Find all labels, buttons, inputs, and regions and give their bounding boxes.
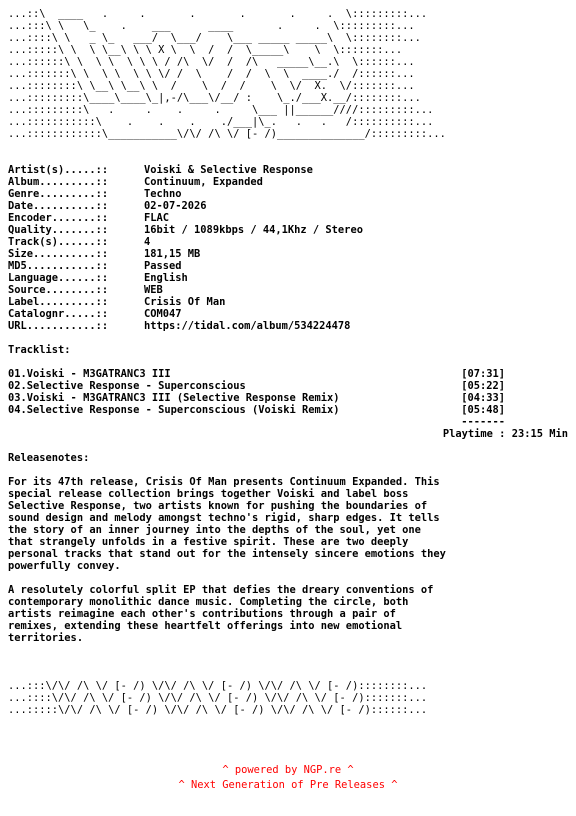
track-duration: [05:48] <box>461 404 505 416</box>
info-value: 16bit / 1089kbps / 44,1Khz / Stereo <box>144 224 363 236</box>
info-row <box>8 320 573 332</box>
track-row <box>8 404 505 416</box>
track-duration: [05:22] <box>461 380 505 392</box>
info-key: Quality.......:: <box>8 224 109 236</box>
release-info <box>8 164 573 332</box>
track-title: 03.Voiski - M3GATRANC3 III (Selective Response Remix) <box>8 392 340 404</box>
info-row <box>8 212 573 224</box>
info-key: Track(s)......:: <box>8 236 109 248</box>
info-row <box>8 200 573 212</box>
info-row <box>8 224 573 236</box>
info-key: Album.........:: <box>8 176 109 188</box>
info-value: Crisis Of Man <box>144 296 226 308</box>
info-value: English <box>144 272 188 284</box>
info-row <box>8 236 573 248</box>
powered-by-line: ^ powered by NGP.re ^ <box>222 764 354 776</box>
track-duration: [07:31] <box>461 368 505 380</box>
track-title: 04.Selective Response - Superconscious (Voiski Remix) <box>8 404 340 416</box>
track-title: 02.Selective Response - Superconscious <box>8 380 246 392</box>
info-key: URL...........:: <box>8 320 109 332</box>
info-value: Techno <box>144 188 182 200</box>
info-row <box>8 164 573 176</box>
track-duration: [04:33] <box>461 392 505 404</box>
track-row <box>8 368 505 380</box>
info-row <box>8 296 573 308</box>
info-row <box>8 272 573 284</box>
info-key: Date..........:: <box>8 200 109 212</box>
info-row <box>8 260 573 272</box>
playtime: Playtime : 23:15 Min <box>442 428 568 440</box>
releasenotes-heading: Releasenotes: <box>8 452 90 464</box>
track-row <box>8 392 505 404</box>
info-value: FLAC <box>144 212 170 224</box>
info-key: Encoder.......:: <box>8 212 109 224</box>
info-key: MD5...........:: <box>8 260 109 272</box>
info-key: Genre.........:: <box>8 188 109 200</box>
track-title: 01.Voiski - M3GATRANC3 III <box>8 368 171 380</box>
releasenotes-paragraph-2: A resolutely colorful split EP that defies the dreary conventions of contemporary monolithic dance music. Completing the circle, both artists reimagine each other's contributions through a pair of remixes, extending these heartfelt offerings into new emotional territories. <box>8 584 434 644</box>
info-row <box>8 248 573 260</box>
total-separator: ------- <box>461 416 505 428</box>
ngp-tagline: ^ Next Generation of Pre Releases ^ <box>178 779 398 791</box>
info-row <box>8 188 573 200</box>
info-row <box>8 308 573 320</box>
info-value: WEB <box>144 284 163 296</box>
info-value: COM047 <box>144 308 182 320</box>
info-key: Language......:: <box>8 272 109 284</box>
info-value: https://tidal.com/album/534224478 <box>144 320 351 332</box>
info-row <box>8 176 573 188</box>
info-key: Source........:: <box>8 284 109 296</box>
track-row <box>8 380 505 392</box>
releasenotes-paragraph-1: For its 47th release, Crisis Of Man presents Continuum Expanded. This special release collection brings together Voiski and label boss Selective Response, two artists known for pushing the boundaries of sound design and melody amongst techno's rigid, sharp edges. It tells the story of an inner journey into the depths of the soul, yet one that strangely unfolds in a festive spirit. These are two deeply personal tracks that stand out for the intensely sincere emotions they powerfully convey. <box>8 476 446 572</box>
info-row <box>8 284 573 296</box>
ascii-logo: ...::\ ____ . . . . . . \:::::::::... ...:::\ \ \_ . ___ ____ . . \:::::::::... ...::::\ \ _ \_ ___/ \___/ \___ _____ _____\ \::::::::... ...:::::\ \ \ \__\ \ \ X \ \ / / \_____\ \ \:::::::... ...::::::\ \ \ \ \ \ \ / /\ \/ / /\ _____\__.\ \::::::... ...:::::::\ \ \ \ \ \ \/ / \ / / \ \ ____./ /::::::... ...::::::::\ \__\ \__\ \ / \ / / \ \/ X. \/:::::::... ...:::::::::\____\____\_|,-/\___\/__/ : \_./___X.__/::::::::... ...:::::::::\ . . . . \___ ||______////:::::::::... ...:::::::::::\ . . . ./___|\_. . . /::::::::::... ...::::::::::::\___________\/\/ /\ \/ [- /)______________/:::::::::... <box>8 8 446 140</box>
info-key: Label.........:: <box>8 296 109 308</box>
info-key: Artist(s).....:: <box>8 164 109 176</box>
tracklist-heading: Tracklist: <box>8 344 71 356</box>
info-value: 181,15 MB <box>144 248 201 260</box>
tracklist <box>8 368 573 416</box>
info-value: Passed <box>144 260 182 272</box>
info-value: 02-07-2026 <box>144 200 207 212</box>
info-value: Voiski & Selective Response <box>144 164 313 176</box>
info-value: Continuum, Expanded <box>144 176 263 188</box>
info-value: 4 <box>144 236 151 248</box>
ascii-footer-art: ...:::\/\/ /\ \/ [- /) \/\/ /\ \/ [- /) \/\/ /\ \/ [- /)::::::::... ...::::\/\/ /\ \/ [- /) \/\/ /\ \/ [- /) \/\/ /\ \/ [- /):::::::... ...:::::\/\/ /\ \/ [- /) \/\/ /\ \/ [- /) \/\/ /\ \/ [- /)::::::... <box>8 680 428 716</box>
info-key: Size..........:: <box>8 248 109 260</box>
info-key: Catalognr.....:: <box>8 308 109 320</box>
nfo-document <box>8 8 573 716</box>
